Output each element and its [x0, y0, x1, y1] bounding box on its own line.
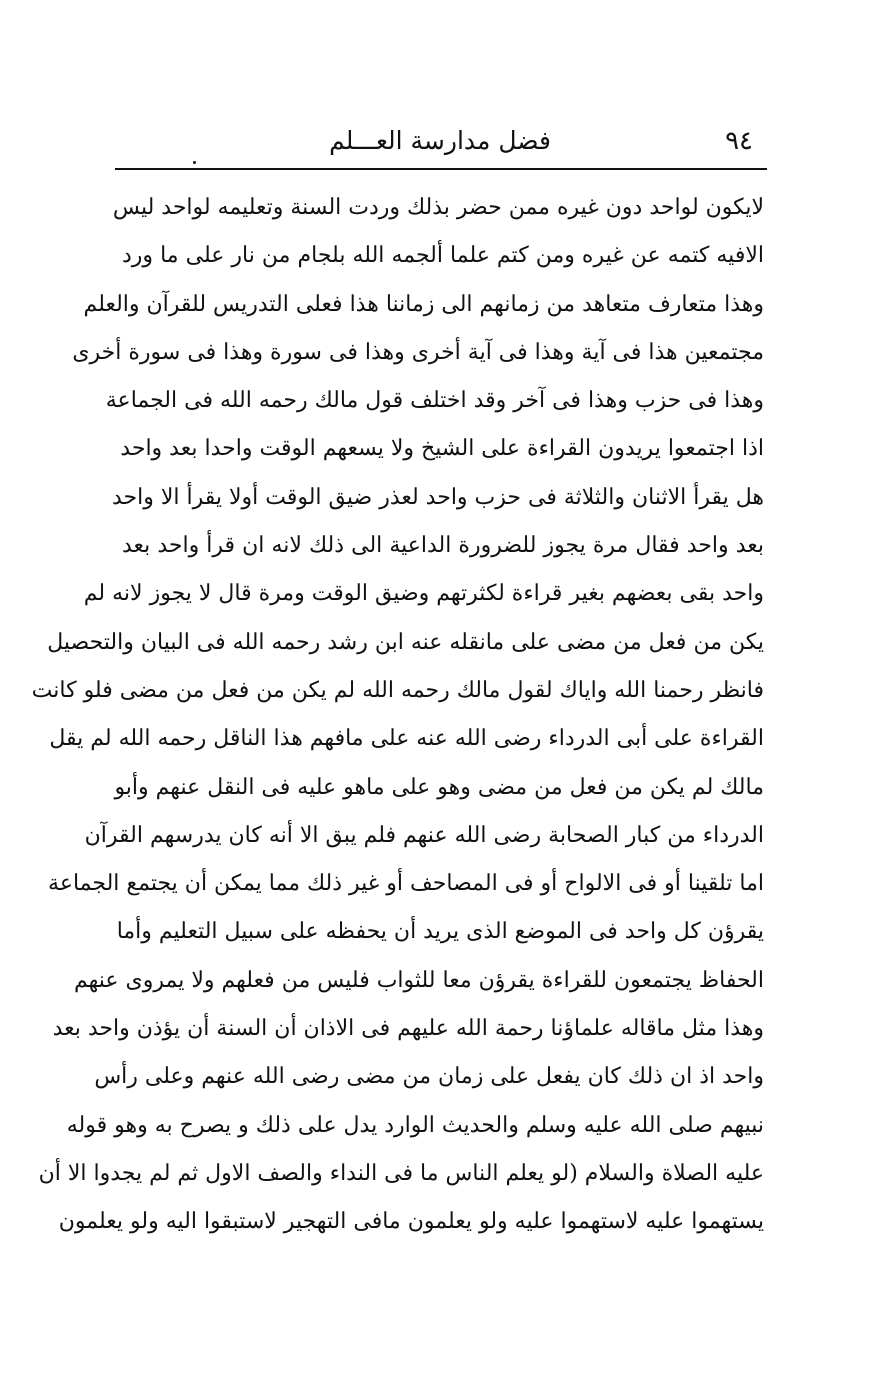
text-line-4: مجتمعين هذا فى آية وهذا فى آية أخرى وهذا فى سورة وهذا فى سورة أخرى: [72, 339, 764, 365]
text-line-22: يستهموا عليه لاستهموا عليه ولو يعلمون مافى التهجير لاستبقوا اليه ولو يعلمون: [58, 1209, 764, 1235]
text-line-13: مالك لم يكن من فعل من مضى وهو على ماهو عليه فى النقل عنهم وأبو: [114, 774, 764, 800]
text-line-21: عليه الصلاة والسلام (لو يعلم الناس ما فى النداء والصف الاول ثم لم يجدوا الا أن: [38, 1160, 764, 1186]
text-line-7: هل يقرأ الاثنان والثلاثة فى حزب واحد لعذر ضيق الوقت أولا يقرأ الا واحد: [111, 484, 764, 510]
header-rule: [115, 168, 767, 170]
page-number: ٩٤: [725, 126, 753, 156]
text-line-15: اما تلقينا أو فى الالواح أو فى المصاحف أو غير ذلك مما يمكن أن يجتمع الجماعة: [48, 871, 764, 897]
text-line-10: يكن من فعل من مضى على مانقله عنه ابن رشد رحمه الله فى البيان والتحصيل: [47, 629, 764, 655]
text-line-12: القراءة على أبى الدرداء رضى الله عنه على مافهم هذا الناقل رحمه الله لم يقل: [49, 726, 764, 752]
text-line-19: واحد اذ ان ذلك كان يفعل على زمان من مضى رضى الله عنهم وعلى رأس: [94, 1064, 764, 1090]
text-line-6: اذا اجتمعوا يريدون القراءة على الشيخ ولا يسعهم الوقت واحدا بعد واحد: [120, 436, 764, 462]
body-text: [31, 184, 764, 1247]
running-title: فضل مدارسة العـــلم: [329, 126, 551, 155]
header-dot: [193, 161, 196, 164]
text-line-3: وهذا متعارف متعاهد من زمانهم الى زماننا هذا فعلى التدريس للقرآن والعلم: [83, 291, 764, 317]
text-line-8: بعد واحد فقال مرة يجوز للضرورة الداعية الى ذلك لانه ان قرأ واحد بعد: [122, 533, 764, 559]
text-line-5: وهذا فى حزب وهذا فى آخر وقد اختلف قول مالك رحمه الله فى الجماعة: [105, 388, 764, 414]
text-line-18: وهذا مثل ماقاله علماؤنا رحمة الله عليهم فى الاذان أن السنة أن يؤذن واحد بعد: [52, 1016, 764, 1042]
text-line-17: الحفاظ يجتمعون للقراءة يقرؤن معا للثواب فليس من فعلهم ولا يمروى عنهم: [73, 967, 764, 993]
text-line-2: الافيه كتمه عن غيره ومن كتم علما ألجمه الله بلجام من نار على ما ورد: [122, 243, 764, 269]
text-line-14: الدرداء من كبار الصحابة رضى الله عنهم فلم يبق الا أنه كان يدرسهم القرآن: [84, 822, 764, 848]
text-line-1: لايكون لواحد دون غيره ممن حضر بذلك وردت السنة وتعليمه لواحد ليس: [112, 195, 764, 220]
text-line-9: واحد بقى بعضهم بغير قراءة لكثرتهم وضيق الوقت ومرة قال لا يجوز لانه لم: [83, 581, 764, 607]
text-line-11: فانظر رحمنا الله واياك لقول مالك رحمه الله لم يكن من فعل من مضى فلو كانت: [31, 677, 764, 703]
text-line-20: نبيهم صلى الله عليه وسلم والحديث الوارد يدل على ذلك و يصرح به وهو قوله: [66, 1112, 764, 1138]
text-line-16: يقرؤن كل واحد فى الموضع الذى يريد أن يحفظه على سبيل التعليم وأما: [116, 919, 764, 945]
page-header: [115, 118, 765, 168]
